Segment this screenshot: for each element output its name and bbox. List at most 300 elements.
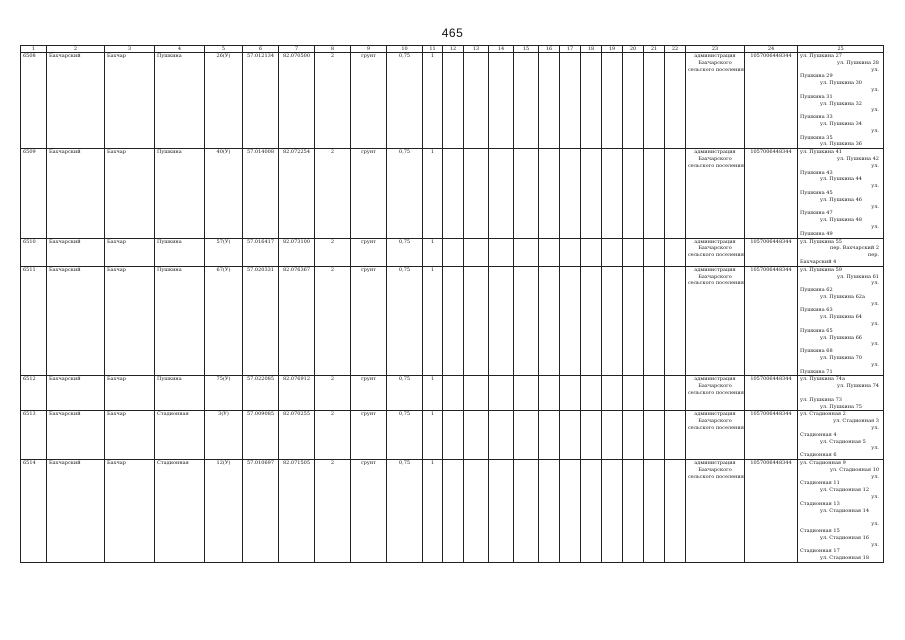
owner-cell <box>686 460 745 563</box>
addresses-cell <box>798 266 884 376</box>
empty-cell-22 <box>665 460 686 563</box>
address-line: ул. <box>871 203 879 210</box>
address-line: Пушкина 31 <box>800 93 833 100</box>
address-line: ул. Пушкина 28 <box>837 59 879 66</box>
longitude-cell: 82.073100 <box>279 238 315 266</box>
column-header: 14 <box>489 46 514 53</box>
column-header: 20 <box>623 46 644 53</box>
address-line: ул. Стадионная 12 <box>820 487 870 494</box>
address-line: ул. <box>871 321 879 328</box>
address-line: Пушкина 35 <box>800 134 833 141</box>
street-cell: Пушкина <box>155 53 205 149</box>
empty-cell-18 <box>581 238 602 266</box>
surface-cell: грунт <box>351 53 387 149</box>
empty-cell-18 <box>581 53 602 149</box>
address-line: ул. <box>871 473 879 480</box>
empty-cell-16 <box>539 238 560 266</box>
house-cell: 12(У) <box>205 460 243 563</box>
column-header: 19 <box>602 46 623 53</box>
column-8-cell: 2 <box>315 411 351 460</box>
empty-cell-20 <box>623 53 644 149</box>
register-table <box>20 45 884 563</box>
address-line: Пушкина 65 <box>800 327 833 334</box>
address-line: ул. Стадионная 14 <box>820 507 870 514</box>
empty-cell-13 <box>464 149 489 238</box>
address-line: ул. <box>871 300 879 307</box>
empty-cell-16 <box>539 376 560 411</box>
empty-cell-12 <box>443 460 464 563</box>
address-line: ул. Пушкина 73 <box>800 396 842 403</box>
house-cell: 67(У) <box>205 266 243 376</box>
column-header: 23 <box>686 46 745 53</box>
column-header: 10 <box>387 46 423 53</box>
address-line: Бахчарский 4 <box>800 258 837 265</box>
address-line: ул. Пушкина 70 <box>820 355 862 362</box>
empty-cell-20 <box>623 149 644 238</box>
column-8-cell: 2 <box>315 53 351 149</box>
empty-cell-19 <box>602 411 623 460</box>
empty-cell-21 <box>644 53 665 149</box>
empty-cell-22 <box>665 411 686 460</box>
owner-cell <box>686 149 745 238</box>
owner-line: Бахчарского <box>698 245 732 252</box>
row-id: 6509 <box>21 149 47 238</box>
address-line: Пушкина 49 <box>800 230 833 237</box>
empty-cell-19 <box>602 266 623 376</box>
empty-cell-18 <box>581 149 602 238</box>
owner-line: администрация <box>694 411 736 418</box>
address-line: ул. Пушкина 34 <box>820 120 862 127</box>
row-id: 6510 <box>21 238 47 266</box>
address-line: Пушкина 33 <box>800 114 833 121</box>
surface-cell: грунт <box>351 238 387 266</box>
owner-cell <box>686 266 745 376</box>
column-number-row <box>21 46 884 53</box>
address-line: Пушкина 71 <box>800 368 833 375</box>
count-cell: 1 <box>423 266 443 376</box>
column-header: 7 <box>279 46 315 53</box>
address-line: Стадионная 4 <box>800 431 837 438</box>
district-cell: Бахчарский <box>47 149 105 238</box>
empty-cell-19 <box>602 238 623 266</box>
address-line: пер. Вахчарский 2 <box>830 245 879 252</box>
count-cell: 1 <box>423 376 443 411</box>
column-8-cell: 2 <box>315 266 351 376</box>
empty-cell-22 <box>665 53 686 149</box>
volume-cell: 0,75 <box>387 238 423 266</box>
empty-cell-14 <box>489 266 514 376</box>
house-cell: 3(У) <box>205 411 243 460</box>
empty-cell-13 <box>464 53 489 149</box>
column-header: 12 <box>443 46 464 53</box>
column-header: 21 <box>644 46 665 53</box>
surface-cell: грунт <box>351 149 387 238</box>
address-line <box>800 514 881 521</box>
address-line: ул. Пушкина 75 <box>820 403 862 410</box>
owner-line: администрация <box>694 149 736 156</box>
owner-line: администрация <box>694 460 736 467</box>
empty-cell-12 <box>443 266 464 376</box>
empty-cell-13 <box>464 460 489 563</box>
table-row <box>21 238 884 266</box>
empty-cell-15 <box>514 376 539 411</box>
table-row <box>21 460 884 563</box>
ogrn-cell: 1057006448344 <box>745 376 798 411</box>
latitude-cell: 57.016417 <box>243 238 279 266</box>
district-cell: Бахчарский <box>47 266 105 376</box>
empty-cell-21 <box>644 266 665 376</box>
empty-cell-12 <box>443 376 464 411</box>
empty-cell-18 <box>581 460 602 563</box>
street-cell: Пушкина <box>155 238 205 266</box>
empty-cell-13 <box>464 266 489 376</box>
column-header: 17 <box>560 46 581 53</box>
address-line: Стадионная 17 <box>800 548 840 555</box>
empty-cell-14 <box>489 238 514 266</box>
settlement-cell: Бахчар <box>105 411 155 460</box>
address-line: ул. Стадионная 5 <box>820 438 866 445</box>
house-cell: 57(У) <box>205 238 243 266</box>
column-header: 9 <box>351 46 387 53</box>
empty-cell-15 <box>514 460 539 563</box>
address-line: ул. <box>871 494 879 500</box>
empty-cell-16 <box>539 266 560 376</box>
address-line: ул. <box>871 521 879 528</box>
district-cell: Бахчарский <box>47 376 105 411</box>
address-line: ул. Стадионная 18 <box>820 555 870 562</box>
volume-cell: 0,75 <box>387 53 423 149</box>
address-line: ул. Стадионная 16 <box>820 534 870 541</box>
column-header: 4 <box>155 46 205 53</box>
column-header: 25 <box>798 46 884 53</box>
empty-cell-20 <box>623 376 644 411</box>
row-id: 6513 <box>21 411 47 460</box>
empty-cell-17 <box>560 411 581 460</box>
address-line: ул. <box>871 341 879 348</box>
latitude-cell: 57.020331 <box>243 266 279 376</box>
volume-cell: 0,75 <box>387 460 423 563</box>
volume-cell: 0,75 <box>387 376 423 411</box>
address-line: ул. Пушкина 32 <box>820 100 862 107</box>
empty-cell-18 <box>581 411 602 460</box>
surface-cell: грунт <box>351 266 387 376</box>
empty-cell-12 <box>443 411 464 460</box>
empty-cell-12 <box>443 53 464 149</box>
addresses-cell <box>798 460 884 563</box>
count-cell: 1 <box>423 238 443 266</box>
owner-cell <box>686 411 745 460</box>
owner-line: сельского поселения <box>688 66 744 73</box>
street-cell: Стадионная <box>155 460 205 563</box>
owner-cell <box>686 238 745 266</box>
settlement-cell: Бахчар <box>105 149 155 238</box>
column-8-cell: 2 <box>315 238 351 266</box>
empty-cell-22 <box>665 376 686 411</box>
empty-cell-21 <box>644 376 665 411</box>
empty-cell-17 <box>560 376 581 411</box>
empty-cell-17 <box>560 238 581 266</box>
address-line: ул. Пушкина 55 <box>800 238 842 245</box>
address-line: ул. <box>871 445 879 452</box>
address-line: ул. <box>871 280 879 287</box>
address-line: Пушкина 63 <box>800 307 833 314</box>
empty-cell-15 <box>514 53 539 149</box>
empty-cell-22 <box>665 149 686 238</box>
addresses-cell <box>798 149 884 238</box>
settlement-cell: Бахчар <box>105 376 155 411</box>
address-line: ул. Пушкина 62а <box>820 293 865 300</box>
empty-cell-18 <box>581 266 602 376</box>
empty-cell-19 <box>602 376 623 411</box>
empty-cell-12 <box>443 149 464 238</box>
address-line: ул. Пушкина 64 <box>820 314 862 321</box>
volume-cell: 0,75 <box>387 266 423 376</box>
empty-cell-20 <box>623 460 644 563</box>
column-header: 5 <box>205 46 243 53</box>
empty-cell-15 <box>514 411 539 460</box>
address-line: ул. <box>871 223 879 230</box>
row-id: 6514 <box>21 460 47 563</box>
address-line: Пушкина 43 <box>800 169 833 176</box>
column-header: 3 <box>105 46 155 53</box>
empty-cell-20 <box>623 411 644 460</box>
empty-cell-12 <box>443 238 464 266</box>
empty-cell-21 <box>644 149 665 238</box>
row-id: 6512 <box>21 376 47 411</box>
address-line: Стадионная 6 <box>800 452 837 459</box>
district-cell: Бахчарский <box>47 238 105 266</box>
street-cell: Пушкина <box>155 376 205 411</box>
surface-cell: грунт <box>351 411 387 460</box>
street-cell: Пушкина <box>155 149 205 238</box>
address-line: ул. <box>871 541 879 548</box>
owner-line: администрация <box>694 376 736 383</box>
empty-cell-14 <box>489 149 514 238</box>
address-line: ул. Пушкина 74а <box>800 376 845 383</box>
ogrn-cell: 1057006448344 <box>745 411 798 460</box>
count-cell: 1 <box>423 149 443 238</box>
empty-cell-21 <box>644 238 665 266</box>
volume-cell: 0,75 <box>387 411 423 460</box>
address-line: Стадионная 15 <box>800 527 840 534</box>
empty-cell-13 <box>464 238 489 266</box>
column-8-cell: 2 <box>315 376 351 411</box>
empty-cell-17 <box>560 149 581 238</box>
longitude-cell: 82.076367 <box>279 266 315 376</box>
owner-line: Бахчарского <box>698 155 732 162</box>
address-line: Пушкина 47 <box>800 210 833 217</box>
ogrn-cell: 1057006448344 <box>745 266 798 376</box>
settlement-cell: Бахчар <box>105 238 155 266</box>
latitude-cell: 57.010697 <box>243 460 279 563</box>
settlement-cell: Бахчар <box>105 266 155 376</box>
column-header: 2 <box>47 46 105 53</box>
empty-cell-14 <box>489 411 514 460</box>
empty-cell-17 <box>560 266 581 376</box>
table-body <box>21 53 884 563</box>
column-8-cell: 2 <box>315 149 351 238</box>
address-line: ул. <box>871 66 879 73</box>
column-header: 22 <box>665 46 686 53</box>
owner-line: сельского поселения <box>688 252 744 259</box>
surface-cell: грунт <box>351 460 387 563</box>
empty-cell-21 <box>644 460 665 563</box>
longitude-cell: 82.072254 <box>279 149 315 238</box>
empty-cell-15 <box>514 238 539 266</box>
column-header: 16 <box>539 46 560 53</box>
empty-cell-17 <box>560 53 581 149</box>
empty-cell-14 <box>489 460 514 563</box>
longitude-cell: 82.071505 <box>279 460 315 563</box>
empty-cell-16 <box>539 411 560 460</box>
empty-cell-20 <box>623 238 644 266</box>
table-row <box>21 149 884 238</box>
settlement-cell: Бахчар <box>105 53 155 149</box>
column-header: 18 <box>581 46 602 53</box>
count-cell: 1 <box>423 411 443 460</box>
house-cell: 26(У) <box>205 53 243 149</box>
address-line: ул. Пушкина 66 <box>820 334 862 341</box>
empty-cell-14 <box>489 376 514 411</box>
owner-line: администрация <box>694 53 736 59</box>
empty-cell-17 <box>560 460 581 563</box>
address-line: Стадионная 11 <box>800 480 840 487</box>
ogrn-cell: 1057006448344 <box>745 238 798 266</box>
addresses-cell <box>798 376 884 411</box>
settlement-cell: Бахчар <box>105 460 155 563</box>
address-line: ул. Пушкина 74 <box>837 383 879 390</box>
owner-line: администрация <box>694 238 736 245</box>
empty-cell-15 <box>514 149 539 238</box>
longitude-cell: 82.070255 <box>279 411 315 460</box>
address-line: ул. Стадионная 3 <box>833 418 879 425</box>
latitude-cell: 57.022085 <box>243 376 279 411</box>
district-cell: Бахчарский <box>47 411 105 460</box>
page-number: 465 <box>441 26 464 40</box>
address-line: ул. <box>871 162 879 169</box>
address-line: пер. <box>867 252 879 259</box>
empty-cell-22 <box>665 266 686 376</box>
ogrn-cell: 1057006448344 <box>745 149 798 238</box>
empty-cell-16 <box>539 53 560 149</box>
district-cell: Бахчарский <box>47 460 105 563</box>
empty-cell-15 <box>514 266 539 376</box>
empty-cell-16 <box>539 149 560 238</box>
volume-cell: 0,75 <box>387 149 423 238</box>
address-line: ул. Пушкина 36 <box>820 141 862 148</box>
empty-cell-19 <box>602 149 623 238</box>
table-row <box>21 53 884 149</box>
surface-cell: грунт <box>351 376 387 411</box>
longitude-cell: 82.076912 <box>279 376 315 411</box>
owner-line: сельского поселения <box>688 280 744 287</box>
row-id: 6508 <box>21 53 47 149</box>
address-line: Стадионная 13 <box>800 500 840 507</box>
street-cell: Стадионная <box>155 411 205 460</box>
owner-line: сельского поселения <box>688 425 744 432</box>
address-line: Пушкина 45 <box>800 189 833 196</box>
count-cell: 1 <box>423 53 443 149</box>
address-line: ул. <box>871 183 879 190</box>
address-line: ул. Пушкина 46 <box>820 196 862 203</box>
column-header: 6 <box>243 46 279 53</box>
ogrn-cell: 1057006448344 <box>745 53 798 149</box>
empty-cell-19 <box>602 460 623 563</box>
owner-cell <box>686 376 745 411</box>
address-line: ул. <box>871 361 879 368</box>
address-line: ул. <box>871 107 879 114</box>
latitude-cell: 57.012134 <box>243 53 279 149</box>
column-header: 15 <box>514 46 539 53</box>
address-line: ул. Стадионная 2 <box>800 411 846 418</box>
district-cell: Бахчарский <box>47 53 105 149</box>
table-row <box>21 411 884 460</box>
owner-line: Бахчарского <box>698 59 732 66</box>
empty-cell-16 <box>539 460 560 563</box>
owner-line: Бахчарского <box>698 418 732 425</box>
house-cell: 75(У) <box>205 376 243 411</box>
addresses-cell <box>798 238 884 266</box>
owner-line: Бахчарского <box>698 273 732 280</box>
empty-cell-20 <box>623 266 644 376</box>
addresses-cell <box>798 411 884 460</box>
house-cell: 40(У) <box>205 149 243 238</box>
address-line <box>800 390 881 397</box>
address-line: ул. Пушкина 44 <box>820 176 862 183</box>
empty-cell-19 <box>602 53 623 149</box>
empty-cell-21 <box>644 411 665 460</box>
row-id: 6511 <box>21 266 47 376</box>
street-cell: Пушкина <box>155 266 205 376</box>
address-line: ул. <box>871 127 879 134</box>
ogrn-cell: 1057006448344 <box>745 460 798 563</box>
address-line: ул. Пушкина 42 <box>837 155 879 162</box>
owner-line: Бахчарского <box>698 466 732 473</box>
empty-cell-13 <box>464 376 489 411</box>
column-8-cell: 2 <box>315 460 351 563</box>
empty-cell-14 <box>489 53 514 149</box>
column-header: 8 <box>315 46 351 53</box>
latitude-cell: 57.009085 <box>243 411 279 460</box>
address-line: ул. Пушкина 61 <box>837 273 879 280</box>
table-row <box>21 376 884 411</box>
address-line: Пушкина 62 <box>800 287 833 294</box>
address-line: ул. Пушкина 27 <box>800 53 842 59</box>
address-line: Пушкина 29 <box>800 73 833 80</box>
latitude-cell: 57.014008 <box>243 149 279 238</box>
owner-line: сельского поселения <box>688 162 744 169</box>
column-header: 13 <box>464 46 489 53</box>
empty-cell-13 <box>464 411 489 460</box>
address-line: ул. Пушкина 48 <box>820 217 862 224</box>
address-line: ул. Пушкина 30 <box>820 80 862 87</box>
column-header: 1 <box>21 46 47 53</box>
count-cell: 1 <box>423 460 443 563</box>
address-line: ул. Пушкина 41 <box>800 149 842 156</box>
address-line: ул. <box>871 425 879 432</box>
address-line: ул. Пушкина 59 <box>800 266 842 273</box>
address-line: Пушкина 68 <box>800 348 833 355</box>
owner-line: сельского поселения <box>688 473 744 480</box>
column-header: 24 <box>745 46 798 53</box>
empty-cell-22 <box>665 238 686 266</box>
table-row <box>21 266 884 376</box>
owner-line: сельского поселения <box>688 390 744 397</box>
column-header: 11 <box>423 46 443 53</box>
address-line: ул. <box>871 86 879 93</box>
empty-cell-18 <box>581 376 602 411</box>
longitude-cell: 82.070500 <box>279 53 315 149</box>
